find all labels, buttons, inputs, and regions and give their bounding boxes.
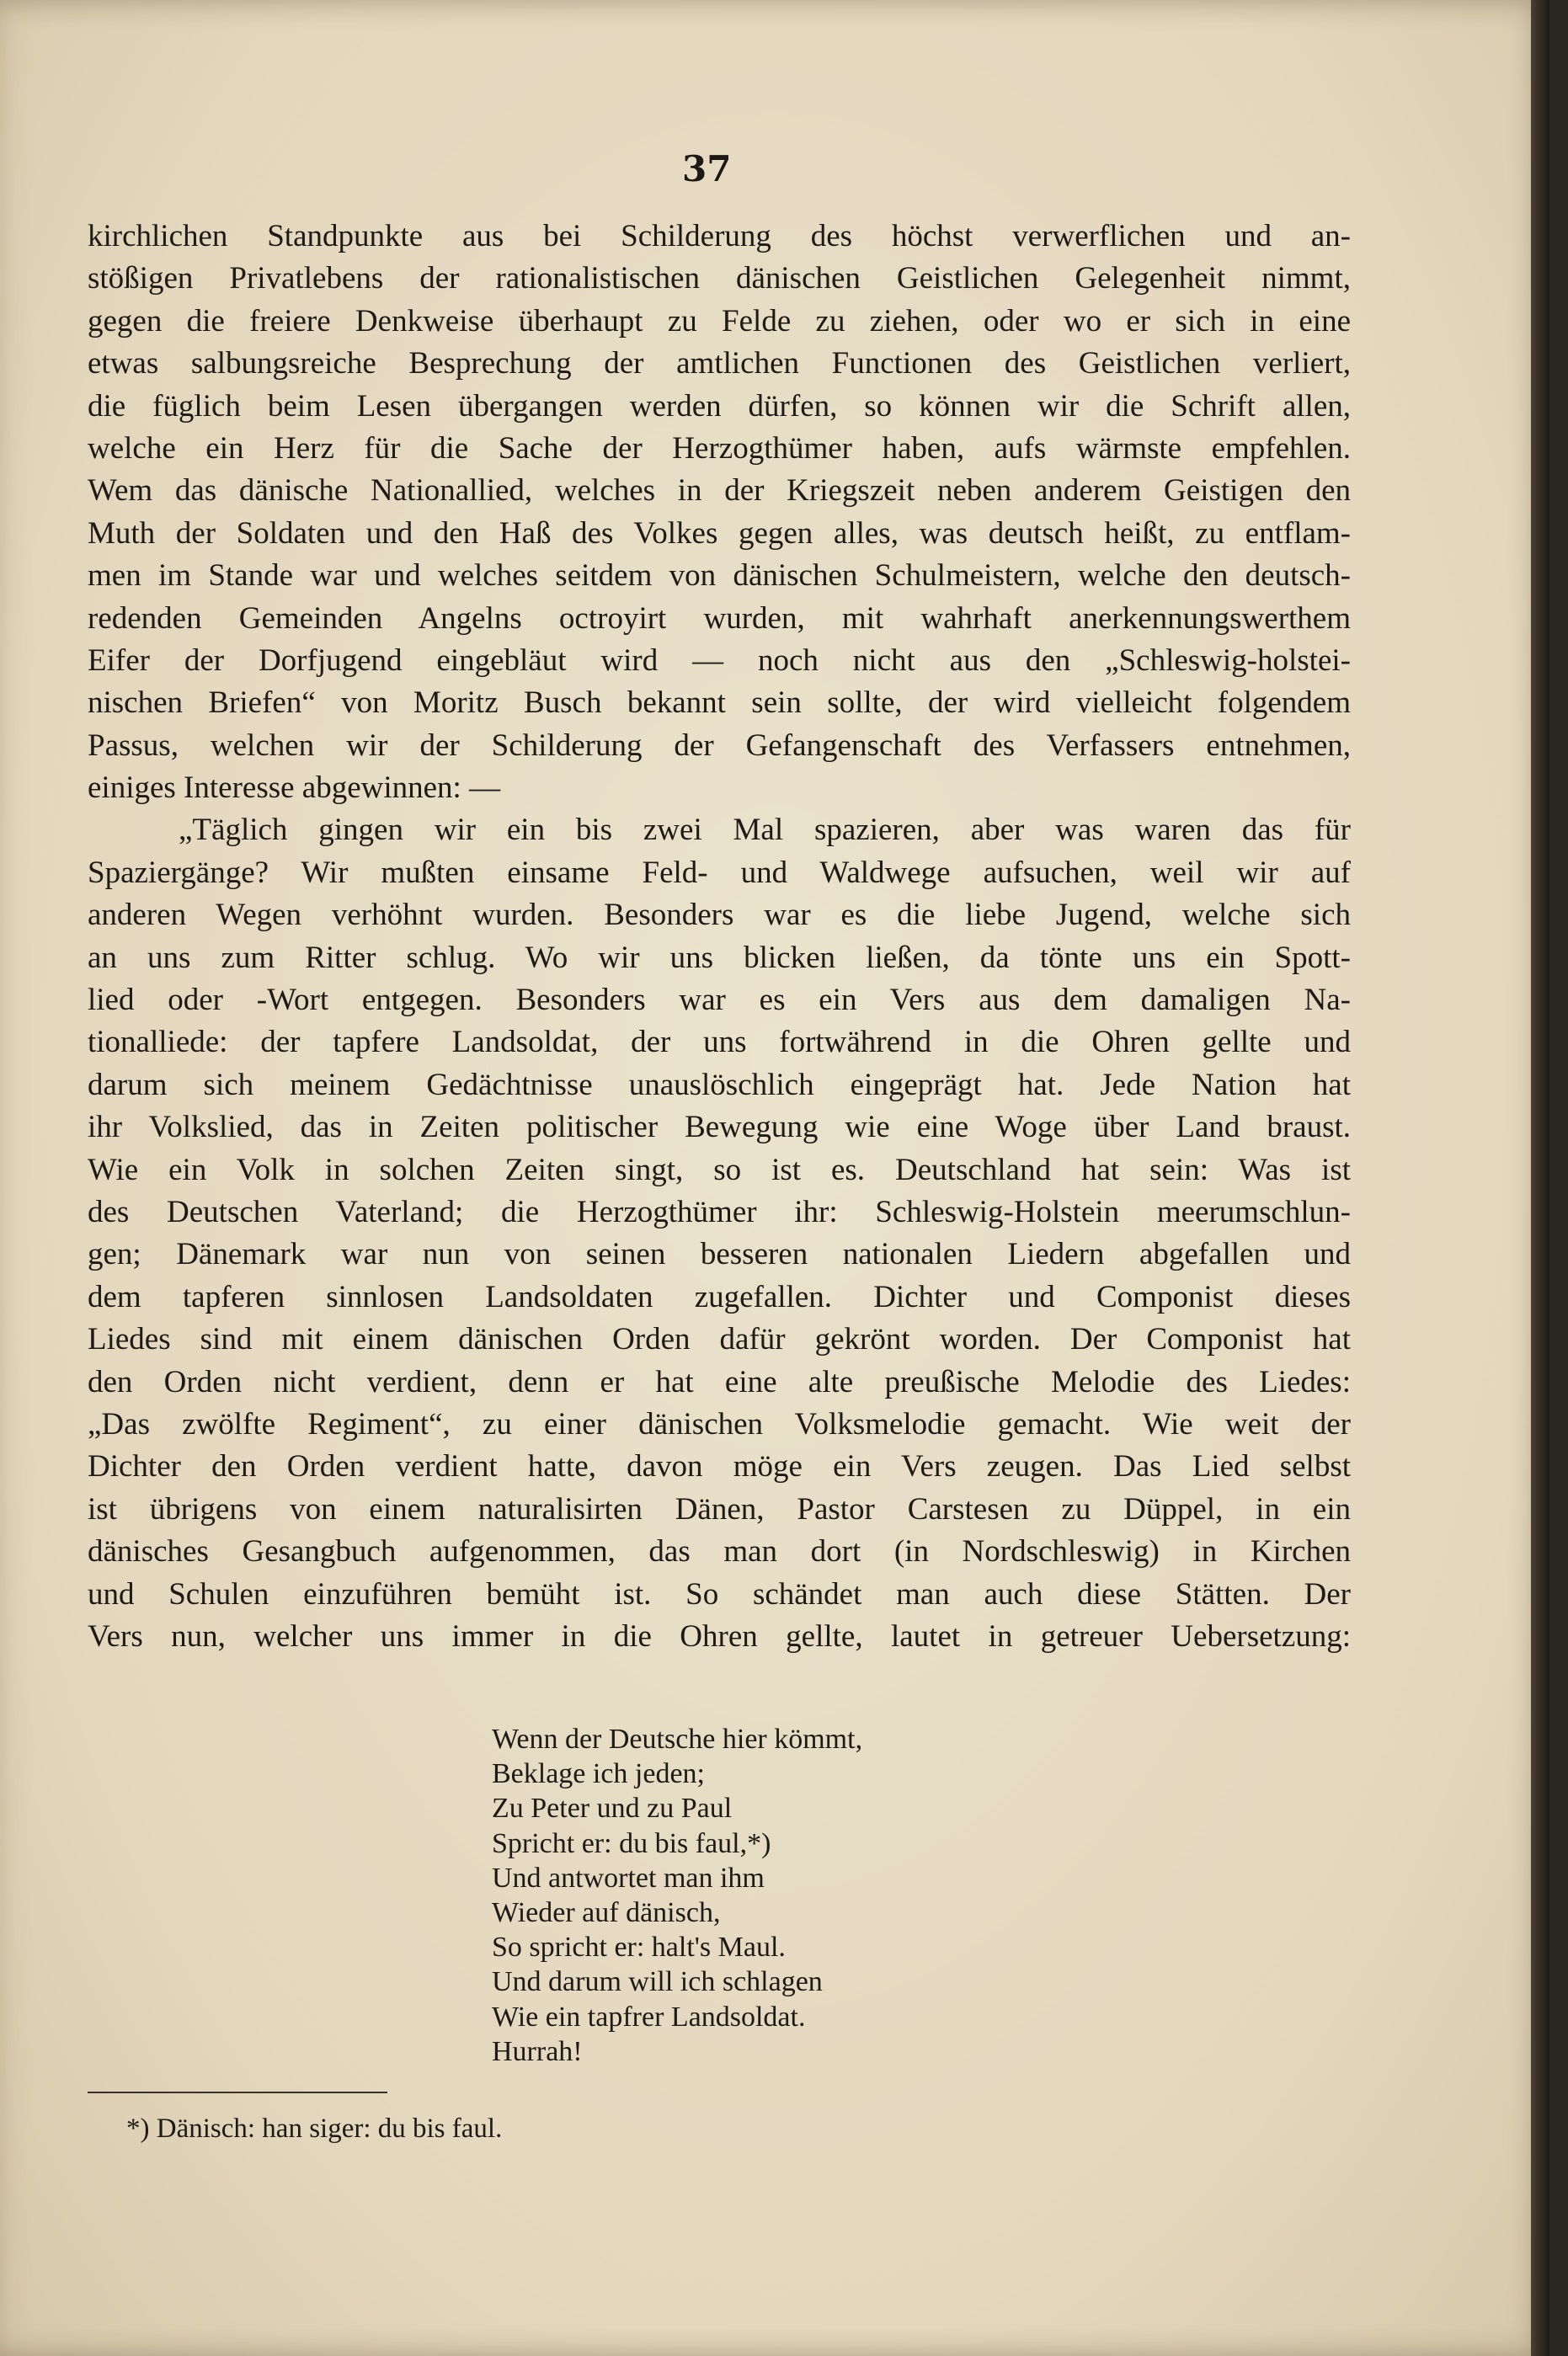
text-line: dänisches Gesangbuch aufgenommen, das man dort (in Nordschleswig) in Kirchen xyxy=(88,1534,1351,1570)
text-line: ihr Volkslied, das in Zeiten politischer Bewegung wie eine Woge über Land braust. xyxy=(88,1110,1351,1145)
verse-line: Beklage ich jeden; xyxy=(492,1758,706,1790)
verse-line: Spricht er: du bis faul,*) xyxy=(492,1827,771,1859)
text-line: tionalliede: der tapfere Landsoldat, der uns fortwährend in die Ohren gellte und xyxy=(88,1025,1351,1060)
text-line: Spaziergänge? Wir mußten einsame Feld- und Waldwege aufsuchen, weil wir auf xyxy=(88,855,1351,890)
text-line: Wem das dänische Nationallied, welches in der Kriegszeit neben anderem Geistigen den xyxy=(88,473,1351,509)
verse-line: Hurrah! xyxy=(492,2035,583,2067)
text-line: „Das zwölfte Regiment“, zu einer dänischen Volksmelodie gemacht. Wie weit der xyxy=(88,1406,1351,1442)
verse-line: Und darum will ich schlagen xyxy=(492,1966,823,1998)
text-line: Wie ein Volk in solchen Zeiten singt, so ist es. Deutschland hat sein: Was ist xyxy=(88,1152,1351,1187)
text-line: darum sich meinem Gedächtnisse unauslöschlich eingeprägt hat. Jede Nation hat xyxy=(88,1067,1351,1102)
verse-line: Zu Peter und zu Paul xyxy=(492,1793,733,1825)
text-line: dem tapferen sinnlosen Landsoldaten zugefallen. Dichter und Componist dieses xyxy=(88,1279,1351,1314)
verse-block xyxy=(492,1722,963,2069)
text-line: „Täglich gingen wir ein bis zwei Mal spazieren, aber was waren das für xyxy=(179,813,1351,848)
text-line: nischen Briefen“ von Moritz Busch bekannt sein sollte, der wird vielleicht folgendem xyxy=(88,685,1351,721)
text-line: Liedes sind mit einem dänischen Orden dafür gekrönt worden. Der Componist hat xyxy=(88,1322,1351,1357)
text-line: Muth der Soldaten und den Haß des Volkes gegen alles, was deutsch heißt, zu entflam- xyxy=(88,515,1351,551)
text-line: des Deutschen Vaterland; die Herzogthümer ihr: Schleswig-Holstein meerumschlun- xyxy=(88,1194,1351,1229)
text-line: gegen die freiere Denkweise überhaupt zu Felde zu ziehen, oder wo er sich in eine xyxy=(88,303,1351,338)
text-line: stößigen Privatlebens der rationalistischen dänischen Geistlichen Gelegenheit nimmt, xyxy=(88,261,1351,296)
text-line: den Orden nicht verdient, denn er hat eine alte preußische Melodie des Liedes: xyxy=(88,1364,1351,1399)
footnote-rule xyxy=(88,2092,387,2093)
text-line: und Schulen einzuführen bemüht ist. So schändet man auch diese Stätten. Der xyxy=(88,1576,1351,1612)
text-line: gen; Dänemark war nun von seinen besseren nationalen Liedern abgefallen und xyxy=(88,1237,1351,1272)
verse-line: Wie ein tapfrer Landsoldat. xyxy=(492,2001,806,2033)
text-line: ist übrigens von einem naturalisirten Dänen, Pastor Carstesen zu Düppel, in ein xyxy=(88,1491,1351,1527)
text-line: welche ein Herz für die Sache der Herzogthümer haben, aufs wärmste empfehlen. xyxy=(88,430,1351,466)
text-line: kirchlichen Standpunkte aus bei Schilderung des höchst verwerflichen und an- xyxy=(88,219,1351,253)
text-line: anderen Wegen verhöhnt wurden. Besonders war es die liebe Jugend, welche sich xyxy=(88,898,1351,933)
body-text xyxy=(88,216,1351,1658)
text-line: lied oder -Wort entgegen. Besonders war es ein Vers aus dem damaligen Na- xyxy=(88,983,1351,1018)
text-line: redenden Gemeinden Angelns octroyirt wurden, mit wahrhaft anerkennungswerthem xyxy=(88,600,1351,636)
text-line: Dichter den Orden verdient hatte, davon möge ein Vers zeugen. Das Lied selbst xyxy=(88,1449,1351,1484)
text-line: die füglich beim Lesen übergangen werden dürfen, so können wir die Schrift allen, xyxy=(88,388,1351,424)
footnote: *) Dänisch: han siger: du bis faul. xyxy=(126,2113,503,2144)
page-edge xyxy=(1531,0,1549,2356)
verse-line: So spricht er: halt's Maul. xyxy=(492,1932,786,1964)
text-line: etwas salbungsreiche Besprechung der amtlichen Functionen des Geistlichen verliert, xyxy=(88,346,1351,381)
text-line: einiges Interesse abgewinnen: — xyxy=(88,770,501,806)
text-line: an uns zum Ritter schlug. Wo wir uns blicken ließen, da tönte uns ein Spott- xyxy=(88,940,1351,975)
verse-line: Wieder auf dänisch, xyxy=(492,1896,721,1928)
text-line: Passus, welchen wir der Schilderung der Gefangenschaft des Verfassers entnehmen, xyxy=(88,728,1351,763)
page-number: 37 xyxy=(682,148,732,189)
text-line: men im Stande war und welches seitdem von dänischen Schulmeistern, welche den deutsch- xyxy=(88,558,1351,594)
text-line: Eifer der Dorfjugend eingebläut wird — noch nicht aus den „Schleswig-holstei- xyxy=(88,642,1351,678)
verse-line: Wenn der Deutsche hier kömmt, xyxy=(492,1724,863,1755)
text-line: Vers nun, welcher uns immer in die Ohren gellte, lautet in getreuer Uebersetzung: xyxy=(88,1618,1351,1654)
verse-line: Und antwortet man ihm xyxy=(492,1862,765,1894)
